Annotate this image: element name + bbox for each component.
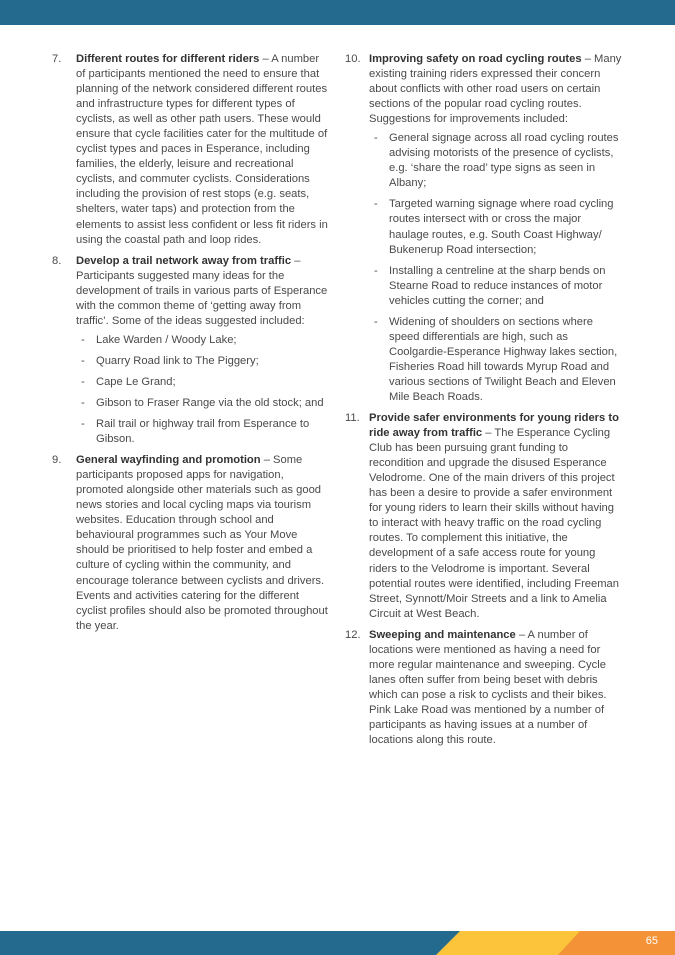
item-text: – The Esperance Cycling Club has been pursuing grant funding to recondition and upgrade the disused Esperance Velodrome. One of the main drivers of this project has been a desire to provide a safer environment for young riders to learn their skills without having to interact with heavy traffic on the road cycling routes. To complement this initiative, the development of a safe access route for young riders to the Velodrome is important. Several potential routes were identified, including Freeman Street, Synnott/Moir Streets and a link to Amelia Circuit at West Beach. <box>369 427 619 620</box>
item-title: Provide safer environments for young riders to ride away from traffic <box>369 412 619 440</box>
item-title: Develop a trail network away from traffic <box>76 254 292 267</box>
sub-list-item: - Installing a centreline at the sharp bends on Stearne Road to reduce instances of motor vehicles cutting the corner; and <box>374 264 606 307</box>
sub-list-item-text: Lake Warden / Woody Lake; <box>96 333 237 346</box>
sub-list-item: - Rail trail or highway trail from Esperance to Gibson. <box>81 418 310 446</box>
sub-list <box>369 131 623 405</box>
sub-list-item: - Widening of shoulders on sections where speed differentials are high, such as Coolgardie-Esperance Highway lakes section, Fisheries Road hill towards Myrup Road and various sections of Twilight Beach and Eleven Mile Beach Roads. <box>374 315 618 403</box>
header-bar <box>0 0 675 25</box>
list-item <box>52 453 330 634</box>
footer-stripes <box>0 931 675 955</box>
list-item <box>52 254 330 448</box>
list-item <box>52 52 330 248</box>
page-number: 65 <box>645 935 658 947</box>
sub-list-item-text: Quarry Road link to The Piggery; <box>96 354 259 367</box>
sub-list-item-text: Widening of shoulders on sections where speed differentials are high, such as Coolgardie-Esperance Highway lakes section, Fisheries Road hill towards Myrup Road and various sections of Twilight Beach and Eleven Mile Beach Roads. <box>389 315 618 403</box>
item-title: Sweeping and maintenance <box>369 628 516 641</box>
sub-list-item-text: Installing a centreline at the sharp bends on Stearne Road to reduce instances of motor vehicles cutting the corner; and <box>389 264 606 307</box>
left-column <box>52 52 330 640</box>
sub-list <box>76 333 330 447</box>
sub-list-item-text: Gibson to Fraser Range via the old stock; and <box>96 396 324 409</box>
right-column <box>345 52 623 754</box>
sub-list-item-text: Rail trail or highway trail from Esperance to Gibson. <box>96 418 310 446</box>
item-number: 9. <box>52 454 62 467</box>
sub-list-item: - Quarry Road link to The Piggery; <box>81 354 259 367</box>
item-number: 8. <box>52 254 62 267</box>
item-text: – Many existing training riders expressed their concern about conflicts with other road users on certain sections of the popular road cycling routes. Suggestions for improvements included: <box>369 53 622 126</box>
item-text: – Participants suggested many ideas for the development of trails in various parts of Esperance with the common theme of ‘getting away from traffic’. Some of the ideas suggested included: <box>76 254 328 327</box>
list-item <box>345 52 623 405</box>
sub-list-item-text: General signage across all road cycling routes advising motorists of the presence of cyclists, e.g. ‘share the road’ type signs as seen in Albany; <box>389 132 619 190</box>
sub-list-item-text: Targeted warning signage where road cycling routes intersect with or cross the major haulage routes, e.g. South Coast Highway/ Bukenerup Road intersection; <box>389 198 614 256</box>
list-item <box>345 411 623 622</box>
item-number: 11. <box>345 412 360 425</box>
sub-list-item: - Cape Le Grand; <box>81 375 176 388</box>
footer-bar <box>0 931 675 955</box>
item-number: 12. <box>345 628 361 641</box>
sub-list-item: - Targeted warning signage where road cycling routes intersect with or cross the major haulage routes, e.g. South Coast Highway/ Bukenerup Road intersection; <box>374 198 614 256</box>
sub-list-item: - Gibson to Fraser Range via the old stock; and <box>81 396 324 409</box>
item-title: Different routes for different riders <box>76 53 260 65</box>
sub-list-item-text: Cape Le Grand; <box>96 375 176 388</box>
item-title: General wayfinding and promotion <box>76 454 261 467</box>
item-text: – Some participants proposed apps for navigation, promoted alongside other materials such as good news stories and local cycling maps via tourism websites. Education through school and behavioural programmes such as Your Move should be prioritised to help foster and embed a culture of cycling within the community, and encourage tolerance between cyclists and drivers. Events and activities catering for the different cyclist profiles should also be promoted throughout the year. <box>76 454 328 632</box>
item-number: 10. <box>345 53 361 65</box>
item-title: Improving safety on road cycling routes <box>369 53 582 65</box>
sub-list-item: - General signage across all road cycling routes advising motorists of the presence of cyclists, e.g. ‘share the road’ type signs as seen in Albany; <box>374 132 619 190</box>
item-text: – A number of participants mentioned the need to ensure that planning of the network considered different routes and infrastructure types for different types of cyclists, as well as other path users. These would ensure that cycle facilities cater for the multitude of cyclist types and paces in Esperance, including families, the elderly, leisure and recreational cyclists, and commuter cyclists. Considerations including the provision of rest stops (e.g. seats, shelters, water taps) and protection from the elements to assist less confident or less fit riders in using the coastal path and loop rides. <box>76 53 328 246</box>
list-item <box>345 628 623 748</box>
item-number: 7. <box>52 53 62 65</box>
item-text: – A number of locations were mentioned as having a need for more regular maintenance and sweeping. Cycle lanes often suffer from being beset with debris which can pose a risk to cyclists and their bikes. Pink Lake Road was mentioned by a number of participants as having issues at a number of locations along this route. <box>369 628 607 747</box>
sub-list-item: - Lake Warden / Woody Lake; <box>81 333 237 346</box>
